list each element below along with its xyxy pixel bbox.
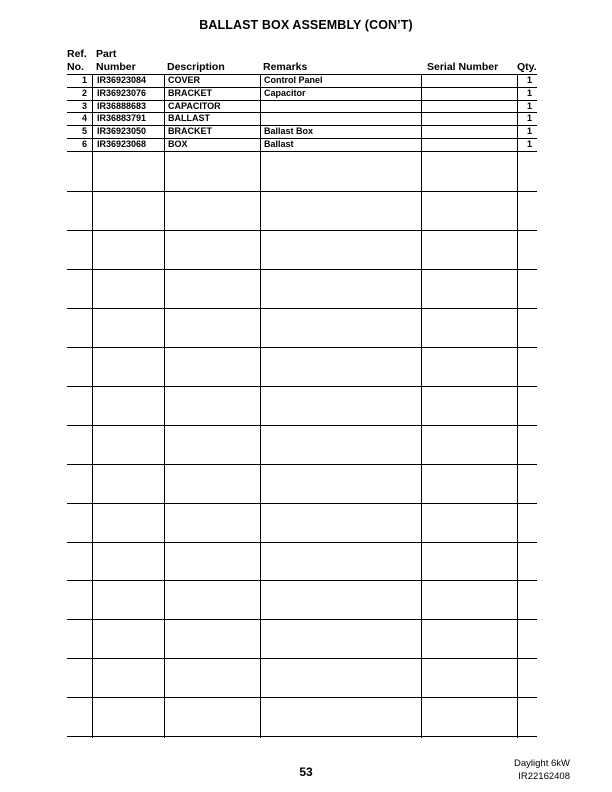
header-serial-number: Serial Number <box>427 61 499 73</box>
row-divider <box>67 386 537 387</box>
header-part-number <box>96 48 136 74</box>
ref-number-cell: 3 <box>81 101 87 111</box>
description-cell: BRACKET <box>168 126 212 136</box>
column-divider <box>164 74 165 738</box>
header-part-line1: Part <box>96 48 117 60</box>
description-cell: BRACKET <box>168 88 212 98</box>
header-qty: Qty. <box>517 61 537 73</box>
remarks-cell: Capacitor <box>264 88 306 98</box>
remarks-cell: Ballast <box>264 139 294 149</box>
row-divider <box>67 269 537 270</box>
description-cell: BALLAST <box>168 113 210 123</box>
header-ref <box>67 48 87 74</box>
footer-doc-code: IR22162408 <box>518 771 570 782</box>
column-divider <box>92 74 93 738</box>
footer-model: Daylight 6kW <box>514 758 570 769</box>
row-divider <box>67 542 537 543</box>
remarks-cell: Ballast Box <box>264 126 314 136</box>
part-number-cell: IR36923076 <box>97 88 147 98</box>
row-divider <box>67 151 537 152</box>
column-divider <box>421 74 422 738</box>
row-divider <box>67 736 537 737</box>
row-divider <box>67 658 537 659</box>
qty-cell: 1 <box>526 75 532 85</box>
row-divider <box>67 308 537 309</box>
row-divider <box>67 347 537 348</box>
column-divider <box>517 74 518 738</box>
row-divider <box>67 191 537 192</box>
ref-number-cell: 2 <box>81 88 87 98</box>
ref-number-cell: 6 <box>81 139 87 149</box>
header-ref-line1: Ref. <box>67 48 87 60</box>
qty-cell: 1 <box>526 126 532 136</box>
ref-number-cell: 5 <box>81 126 87 136</box>
remarks-cell: Control Panel <box>264 75 323 85</box>
description-cell: CAPACITOR <box>168 101 221 111</box>
header-description: Description <box>167 61 225 73</box>
part-number-cell: IR36888683 <box>97 101 147 111</box>
description-cell: BOX <box>168 139 188 149</box>
qty-cell: 1 <box>526 88 532 98</box>
row-divider <box>67 580 537 581</box>
page-title: BALLAST BOX ASSEMBLY (CON’T) <box>199 18 413 32</box>
ref-number-cell: 1 <box>81 75 87 85</box>
page-number: 53 <box>299 765 313 779</box>
qty-cell: 1 <box>526 101 532 111</box>
column-divider <box>260 74 261 738</box>
row-divider <box>67 464 537 465</box>
header-part-line2: Number <box>96 61 136 73</box>
qty-cell: 1 <box>526 113 532 123</box>
description-cell: COVER <box>168 75 201 85</box>
part-number-cell: IR36923068 <box>97 139 147 149</box>
row-divider <box>67 425 537 426</box>
row-divider <box>67 230 537 231</box>
row-divider <box>67 503 537 504</box>
part-number-cell: IR36923084 <box>97 75 147 85</box>
row-divider <box>67 697 537 698</box>
ref-number-cell: 4 <box>81 113 87 123</box>
part-number-cell: IR36883791 <box>97 113 147 123</box>
footer-info <box>470 757 570 783</box>
part-number-cell: IR36923050 <box>97 126 147 136</box>
qty-cell: 1 <box>526 139 532 149</box>
header-remarks: Remarks <box>263 61 308 73</box>
header-ref-line2: No. <box>67 61 84 73</box>
row-divider <box>67 619 537 620</box>
